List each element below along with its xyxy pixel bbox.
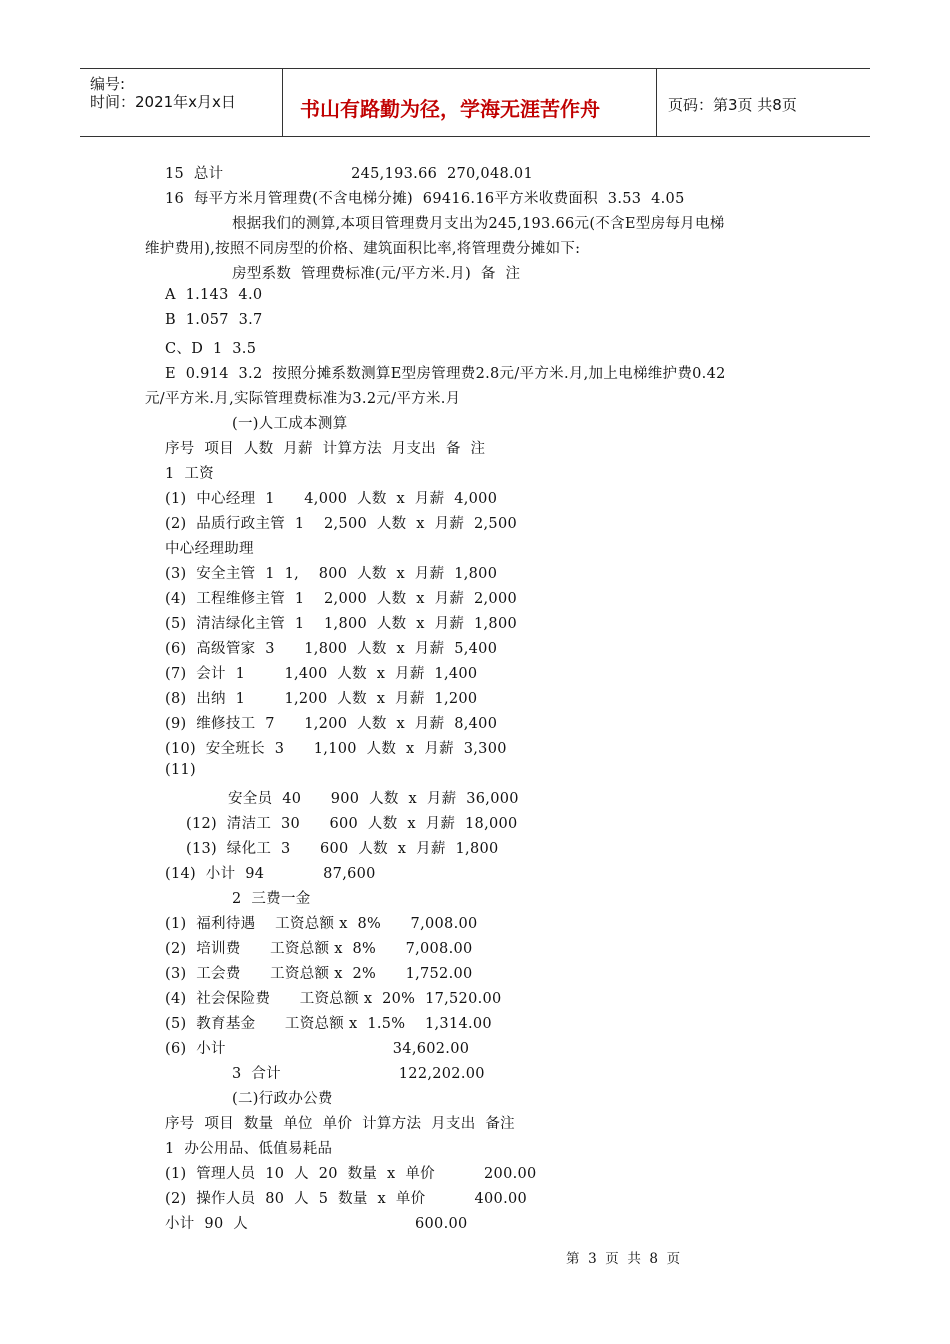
text-line: B 1.057 3.7 bbox=[165, 312, 263, 328]
text-line: (1) 管理人员 10 人 20 数量 x 单价 200.00 bbox=[165, 1166, 537, 1182]
text-line: 16 每平方米月管理费(不含电梯分摊) 69416.16平方米收费面积 3.53 4.05 bbox=[165, 191, 685, 207]
header-divider bbox=[656, 69, 657, 136]
page-footer: 第 3 页 共 8 页 bbox=[566, 1251, 681, 1267]
text-line: A 1.143 4.0 bbox=[165, 287, 263, 303]
text-line: (2) 操作人员 80 人 5 数量 x 单价 400.00 bbox=[165, 1191, 528, 1207]
text-line: C、D 1 3.5 bbox=[165, 341, 257, 357]
text-line: (4) 工程维修主管 1 2,000 人数 x 月薪 2,000 bbox=[165, 591, 518, 607]
text-line: (3) 安全主管 1 1, 800 人数 x 月薪 1,800 bbox=[165, 566, 498, 582]
text-line: (12) 清洁工 30 600 人数 x 月薪 18,000 bbox=[186, 816, 518, 832]
header-motto: 书山有路勤为径，学海无涯苦作舟 bbox=[300, 97, 600, 121]
text-line: (3) 工会费 工资总额 x 2% 1,752.00 bbox=[165, 966, 473, 982]
text-line: (6) 高级管家 3 1,800 人数 x 月薪 5,400 bbox=[165, 641, 498, 657]
text-line: (5) 清洁绿化主管 1 1,800 人数 x 月薪 1,800 bbox=[165, 616, 518, 632]
text-line: (14) 小计 94 87,600 bbox=[165, 866, 376, 882]
text-line: (10) 安全班长 3 1,100 人数 x 月薪 3,300 bbox=[165, 741, 507, 757]
text-line: (13) 绿化工 3 600 人数 x 月薪 1,800 bbox=[186, 841, 499, 857]
text-line: 序号 项目 数量 单位 单价 计算方法 月支出 备注 bbox=[165, 1116, 515, 1132]
text-line: (2) 品质行政主管 1 2,500 人数 x 月薪 2,500 bbox=[165, 516, 518, 532]
text-line: (4) 社会保险费 工资总额 x 20% 17,520.00 bbox=[165, 991, 502, 1007]
text-line: 3 合计 122,202.00 bbox=[232, 1066, 485, 1082]
text-line: (11) bbox=[165, 762, 196, 778]
header-page-number: 页码：第3页 共8页 bbox=[668, 96, 797, 114]
text-line: 元/平方米.月,实际管理费标准为3.2元/平方米.月 bbox=[145, 391, 461, 407]
text-line: (5) 教育基金 工资总额 x 1.5% 1,314.00 bbox=[165, 1016, 492, 1032]
text-line: 安全员 40 900 人数 x 月薪 36,000 bbox=[228, 791, 519, 807]
document-date-label: 时间：2021年x月x日 bbox=[90, 93, 236, 111]
text-line: 小计 90 人 600.00 bbox=[165, 1216, 468, 1232]
text-line: E 0.914 3.2 按照分摊系数测算E型房管理费2.8元/平方米.月,加上电梯维护费0.42 bbox=[165, 366, 726, 382]
text-line: 维护费用),按照不同房型的价格、建筑面积比率,将管理费分摊如下: bbox=[145, 241, 581, 257]
text-line: 序号 项目 人数 月薪 计算方法 月支出 备 注 bbox=[165, 441, 486, 457]
section-heading: (一)人工成本测算 bbox=[232, 416, 348, 432]
text-line: (9) 维修技工 7 1,200 人数 x 月薪 8,400 bbox=[165, 716, 498, 732]
text-line: 1 工资 bbox=[165, 466, 214, 482]
section-heading: 2 三费一金 bbox=[232, 891, 311, 907]
text-line: (1) 中心经理 1 4,000 人数 x 月薪 4,000 bbox=[165, 491, 498, 507]
text-line: 1 办公用品、低值易耗品 bbox=[165, 1141, 333, 1157]
text-line: 根据我们的测算,本项目管理费月支出为245,193.66元(不含E型房每月电梯 bbox=[232, 216, 725, 232]
text-line: (8) 出纳 1 1,200 人数 x 月薪 1,200 bbox=[165, 691, 478, 707]
text-line: 中心经理助理 bbox=[165, 541, 254, 557]
text-line: (6) 小计 34,602.00 bbox=[165, 1041, 470, 1057]
document-number-label: 编号: bbox=[90, 75, 126, 93]
text-line: (7) 会计 1 1,400 人数 x 月薪 1,400 bbox=[165, 666, 478, 682]
text-line: (2) 培训费 工资总额 x 8% 7,008.00 bbox=[165, 941, 473, 957]
page-header bbox=[80, 68, 870, 137]
section-heading: (二)行政办公费 bbox=[232, 1091, 333, 1107]
text-line: 15 总计 245,193.66 270,048.01 bbox=[165, 166, 533, 182]
text-line: 房型系数 管理费标准(元/平方米.月) 备 注 bbox=[232, 266, 521, 282]
header-divider bbox=[282, 69, 283, 136]
text-line: (1) 福利待遇 工资总额 x 8% 7,008.00 bbox=[165, 916, 478, 932]
